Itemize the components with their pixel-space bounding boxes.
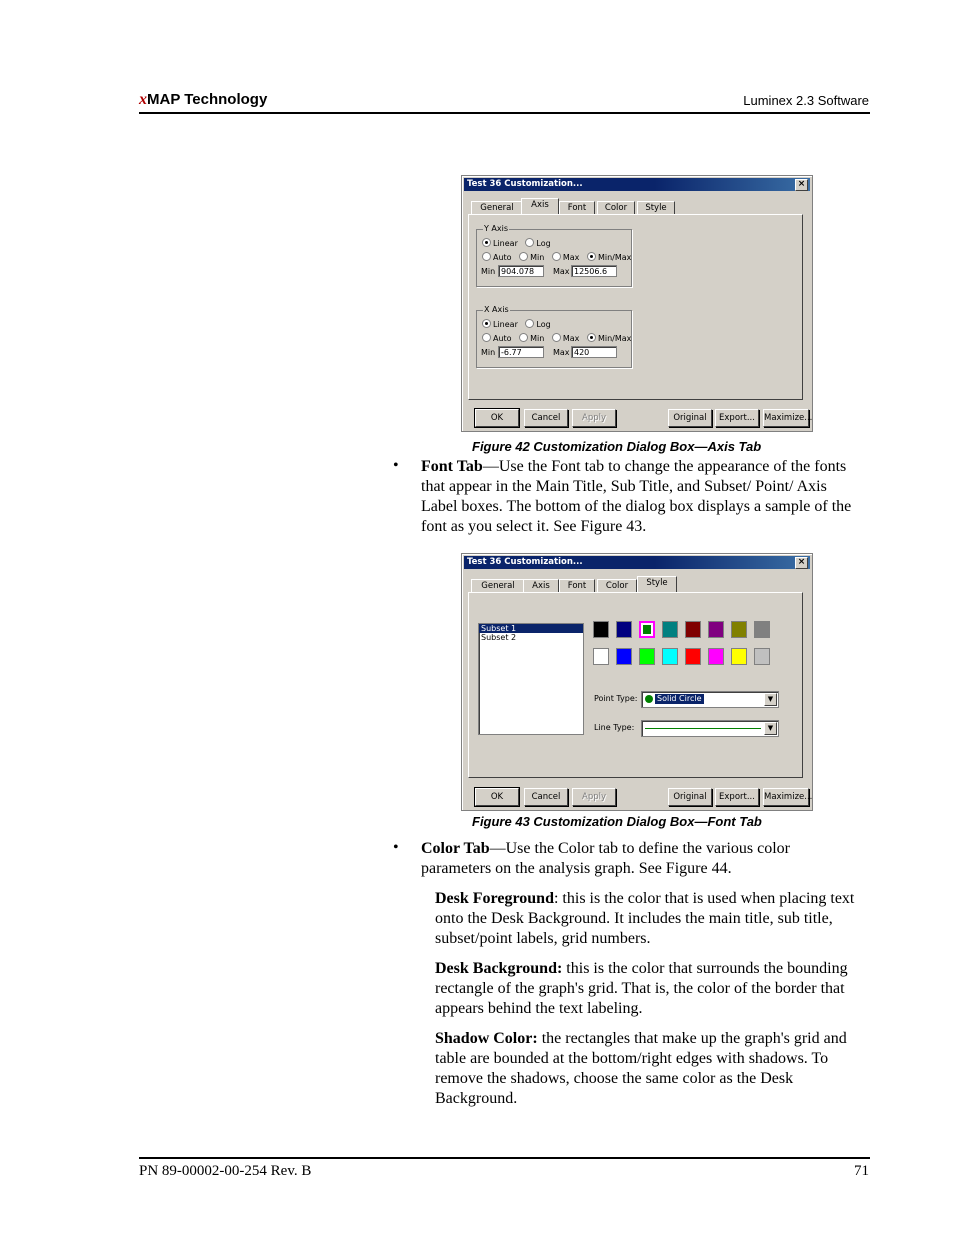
desk-background-paragraph [435,959,867,1019]
color-tab-term: Color Tab [421,840,490,857]
color-swatch[interactable] [639,621,655,638]
y-max-field[interactable]: 12506.6 [571,265,617,277]
color-swatch[interactable] [616,621,632,638]
y-linear-radio[interactable] [482,238,491,247]
tab-color[interactable]: Color [597,579,637,592]
apply-button[interactable]: Apply [572,409,616,427]
figure42-caption: Figure 42 Customization Dialog Box—Axis Tab [472,439,762,454]
tab-axis[interactable]: Axis [521,198,559,214]
subset-listbox[interactable] [478,623,584,735]
y-axis-group [476,224,632,287]
export-button[interactable]: Export... [715,788,759,806]
radio-label: Auto [493,253,512,262]
tab-general[interactable]: General [471,579,525,592]
shadow-color-paragraph [435,1029,867,1109]
desk-background-term: Desk Background: [435,960,563,977]
tab-font[interactable]: Font [559,201,595,214]
radio-label: Max [562,253,580,262]
x-auto-radio[interactable] [482,333,491,342]
desk-foreground-paragraph [435,889,865,949]
original-button[interactable]: Original [668,409,712,427]
radio-label: Max [562,334,580,343]
y-max-label: Max [553,267,570,276]
tab-axis[interactable]: Axis [523,579,559,592]
radio-label: Min [530,253,545,262]
radio-label: Log [536,239,551,248]
radio-label: Linear [493,239,518,248]
color-swatch[interactable] [685,621,701,638]
font-tab-paragraph [421,457,866,537]
desk-foreground-term: Desk Foreground [435,890,554,907]
color-swatch[interactable] [708,621,724,638]
bullet: • [393,839,399,856]
y-min-label: Min [481,267,496,276]
header-rule [139,112,870,114]
x-linear-radio[interactable] [482,319,491,328]
x-max-radio[interactable] [552,333,561,342]
close-icon[interactable]: × [795,179,808,191]
y-auto-radio[interactable] [482,252,491,261]
export-button[interactable]: Export... [715,409,759,427]
color-swatch[interactable] [685,648,701,665]
y-log-radio[interactable] [525,238,534,247]
x-max-field[interactable]: 420 [571,346,617,358]
radio-label: Log [536,320,551,329]
font-tab-text: —Use the Font tab to change the appearance of the fonts that appear in the Main Title, Sub Title, and Subset/ Point/ Axis Label boxes. The bottom of the dialog box displays a sample of the font as you select it. See Figure 43. [421,458,852,535]
original-button[interactable]: Original [668,788,712,806]
color-swatch[interactable] [708,648,724,665]
x-range-row [482,333,636,343]
line-type-select[interactable] [641,720,779,737]
cancel-button[interactable]: Cancel [524,409,568,427]
x-log-radio[interactable] [525,319,534,328]
tab-style[interactable]: Style [637,576,677,592]
y-min-radio[interactable] [519,252,528,261]
tab-style[interactable]: Style [637,201,675,214]
color-swatch[interactable] [754,648,770,665]
tab-general[interactable]: General [471,201,523,214]
radio-label: Linear [493,320,518,329]
desk-foreground-text: : this is the color that is used when placing text onto the Desk Background. It includes the main title, sub title, subset/point labels, grid numbers. [435,890,855,947]
font-tab-term: Font Tab [421,458,483,475]
list-item[interactable]: Subset 1 [479,624,583,633]
header-product: Luminex 2.3 Software [743,93,869,108]
x-axis-label: X Axis [484,305,509,314]
x-max-label: Max [553,348,570,357]
list-item[interactable]: Subset 2 [481,633,517,642]
dialog-title: Test 36 Customization... [467,179,583,189]
ok-button[interactable]: OK [475,788,519,806]
x-minmax-radio[interactable] [587,333,596,342]
y-minmax-radio[interactable] [587,252,596,261]
bullet: • [393,457,399,474]
color-swatch[interactable] [731,621,747,638]
solid-circle-icon [645,695,653,703]
y-max-radio[interactable] [552,252,561,261]
line-sample-icon [645,728,761,729]
shadow-color-text: the rectangles that make up the graph's grid and table are bounded at the bottom/right edges with shadows. To remove the shadows, choose the same color as the Desk Background. [435,1030,847,1107]
y-axis-label: Y Axis [484,224,509,233]
color-swatch[interactable] [593,621,609,638]
x-scale-row [482,319,556,329]
color-swatch[interactable] [754,621,770,638]
chevron-down-icon[interactable]: ▼ [764,693,777,706]
color-swatch[interactable] [662,621,678,638]
desk-background-text: this is the color that surrounds the bounding rectangle of the graph's grid. That is, the color of the border that appears behind the text labeling. [435,960,848,1017]
color-tab-paragraph [421,839,861,879]
footer-part-number: PN 89-00002-00-254 Rev. B [139,1163,312,1179]
header-brand [139,91,267,109]
x-min-field[interactable]: -6.77 [498,346,544,358]
y-scale-row [482,238,556,248]
footer-rule [139,1157,870,1159]
dialog-title: Test 36 Customization... [467,557,583,567]
color-swatch[interactable] [639,648,655,665]
dialog-title-bar [464,556,810,569]
page-number: 71 [854,1163,869,1179]
tab-panel [468,592,803,778]
tab-color[interactable]: Color [597,201,635,214]
ok-button[interactable]: OK [475,409,519,427]
line-type-label: Line Type: [594,723,635,732]
color-swatch[interactable] [593,648,609,665]
tab-font[interactable]: Font [559,579,595,592]
brand-prefix: x [139,91,147,108]
color-swatch[interactable] [662,648,678,665]
cancel-button[interactable]: Cancel [524,788,568,806]
x-axis-group [476,305,632,368]
brand-name: MAP Technology [147,91,268,108]
radio-label: Min/Max [597,334,632,343]
radio-label: Min [530,334,545,343]
dialog-title-bar [464,178,810,191]
style-dialog [461,553,813,811]
y-range-row [482,252,636,262]
figure43-caption: Figure 43 Customization Dialog Box—Font Tab [472,814,762,829]
apply-button[interactable]: Apply [572,788,616,806]
maximize-button[interactable]: Maximize... [763,409,809,427]
chevron-down-icon[interactable]: ▼ [764,722,777,735]
radio-label: Min/Max [597,253,632,262]
x-min-radio[interactable] [519,333,528,342]
y-min-field[interactable]: 904.078 [498,265,544,277]
axis-dialog [461,175,813,432]
color-swatch[interactable] [616,648,632,665]
point-type-select[interactable] [641,691,779,708]
close-icon[interactable]: × [795,557,808,569]
shadow-color-term: Shadow Color: [435,1030,538,1047]
point-type-value: Solid Circle [657,694,702,703]
maximize-button[interactable]: Maximize... [763,788,809,806]
color-tab-text: —Use the Color tab to define the various color parameters on the analysis graph. See Figure 44. [421,840,790,877]
radio-label: Auto [493,334,512,343]
color-swatch[interactable] [731,648,747,665]
x-min-label: Min [481,348,496,357]
tab-panel [468,214,803,400]
point-type-label: Point Type: [594,694,638,703]
